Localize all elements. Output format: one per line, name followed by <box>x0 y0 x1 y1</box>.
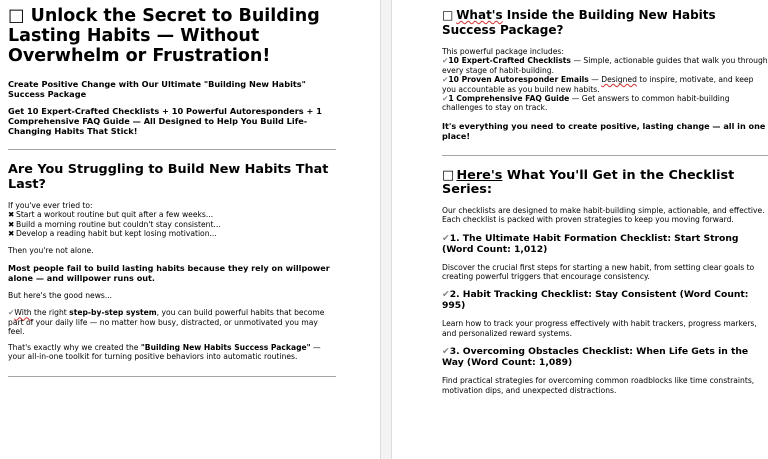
x-icon: ✖ <box>8 210 15 220</box>
checklist-desc: Discover the crucial first steps for starting a new habit, from setting clear goals to creating powerful triggers that encourage consistency. <box>442 262 755 282</box>
page-left-content <box>8 0 336 377</box>
check-icon: ✔ <box>442 75 449 85</box>
page-gutter <box>380 0 392 459</box>
x-icon: ✖ <box>8 219 15 229</box>
check-icon: ✔ <box>8 308 15 318</box>
check-icon: ✔ <box>442 346 450 358</box>
checklist-title: ✔2. Habit Tracking Checklist: Stay Consistent (Word Count: 995) <box>442 289 749 312</box>
checklist-desc: Learn how to track your progress effectively with habit trackers, progress markers, and personalized reward systems. <box>442 319 757 338</box>
check-icon: ✔ <box>442 94 449 104</box>
most-people-text: Most people fail to build lasting habits because they rely on willpower alone — and willpower runs out. <box>8 263 330 284</box>
not-alone-text: Then you're not alone. <box>8 245 94 255</box>
check-icon: ✔ <box>442 232 450 244</box>
checklist-title: ✔3. Overcoming Obstacles Checklist: When Life Gets in the Way (Word Count: 1,089) <box>442 346 749 369</box>
page-right-content <box>442 0 768 395</box>
check-icon: ✔ <box>442 289 450 301</box>
section-divider <box>8 149 336 150</box>
document-page-left[interactable] <box>0 0 380 459</box>
main-title: □ Unlock the Secret to Building Lasting Habits — Without Overwhelm or Frustration! <box>8 6 320 66</box>
document-page-right[interactable] <box>392 0 768 459</box>
intro-text: If you've ever tried to: <box>8 201 93 210</box>
everything-text: It's everything you need to create positive, lasting change — all in one place! <box>442 120 766 141</box>
section-title-checklist-series: □ Here's What You'll Get in the Checklist Series: <box>442 167 735 198</box>
box-icon: □ <box>442 167 455 183</box>
package-intro: This powerful package includes: <box>442 47 564 56</box>
check-icon: ✔ <box>442 56 449 66</box>
list-item: ✖ Build a morning routine but couldn't stay consistent... <box>8 219 221 229</box>
section-title-struggling: Are You Struggling to Build New Habits That Last? <box>8 162 329 192</box>
subtitle: Create Positive Change with Our Ultimate "Building New Habits" Success Package <box>8 79 306 99</box>
section-divider <box>8 376 336 377</box>
with-right-system-text: ✔With the right step-by-step system, you can build powerful habits that become part of your daily life — no matter how busy, distracted, or unmotivated you may feel. <box>8 308 325 337</box>
package-list <box>442 56 768 112</box>
checklist-desc: Find practical strategies for overcoming common roadblocks like time constraints, motivation dips, and unexpected distractions. <box>442 376 755 395</box>
series-intro: Our checklists are designed to make habit-building simple, actionable, and effective. Each checklist is packed with proven strategies to keep you moving forward. <box>442 205 765 225</box>
section-divider <box>442 155 768 156</box>
list-item: ✔10 Expert-Crafted Checklists — Simple, actionable guides that walk you through every stage of habit-building. <box>442 56 768 75</box>
tried-list <box>8 210 336 238</box>
list-item: ✔10 Proven Autoresponder Emails — Designed to inspire, motivate, and keep you accountable as you build new habits. <box>442 75 754 94</box>
section-title-whats-inside: □ What's Inside the Building New Habits Success Package? <box>442 8 716 37</box>
checklist-title: ✔1. The Ultimate Habit Formation Checklist: Start Strong (Word Count: 1,012) <box>442 232 739 255</box>
list-item: ✔1 Comprehensive FAQ Guide — Get answers to common habit-building challenges to stay on track. <box>442 94 730 113</box>
list-item: ✖ Start a workout routine but quit after a few weeks... <box>8 210 214 220</box>
good-news-text: But here's the good news... <box>8 291 113 301</box>
tagline: Get 10 Expert-Crafted Checklists + 10 Powerful Autoresponders + 1 Comprehensive FAQ Guide — All Designed to Help You Build Life-Changing Habits That Stick! <box>8 106 322 136</box>
thats-why-text: That's exactly why we created the "Building New Habits Success Package" — your all-in-one toolkit for turning positive behaviors into automatic routines. <box>8 342 321 362</box>
x-icon: ✖ <box>8 229 15 239</box>
box-icon: □ <box>442 8 454 22</box>
list-item: ✖ Develop a reading habit but kept losing motivation... <box>8 229 217 239</box>
